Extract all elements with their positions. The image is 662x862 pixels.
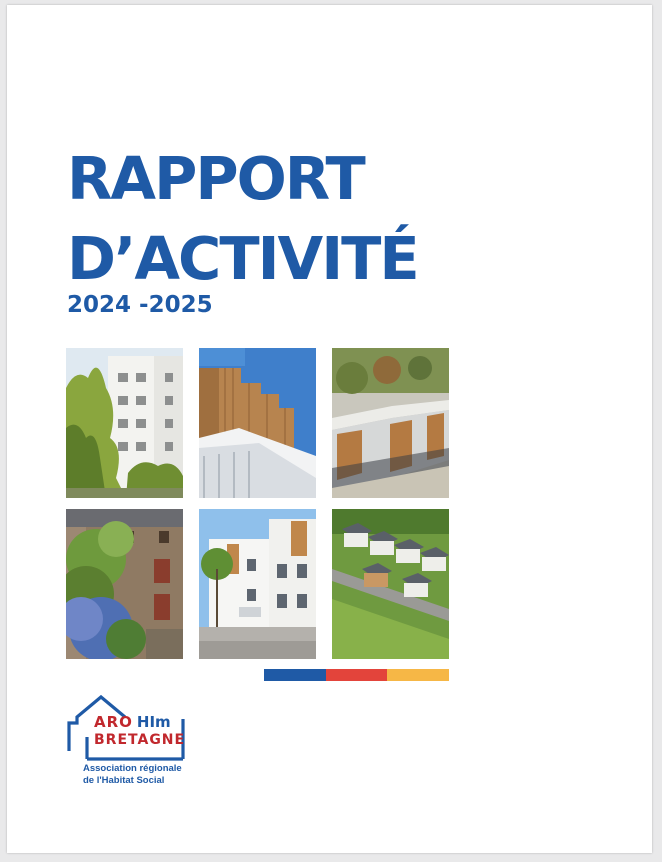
title-line-2: D’ACTIVITÉ (67, 224, 418, 293)
photo-white-apartment-building (66, 348, 183, 498)
photo-white-terraced-houses (199, 509, 316, 659)
title-line-1: RAPPORT (67, 144, 364, 213)
report-years: 2024 -2025 (67, 292, 213, 318)
photo-aerial-housing-estate (332, 509, 449, 659)
arohlm-logo (65, 693, 195, 793)
photo-stone-house (66, 509, 183, 659)
bar-blue (264, 669, 326, 681)
logo-name-bretagne: BRETAGNE (94, 732, 186, 748)
bar-red (326, 669, 388, 681)
photo-aerial-wood-building (332, 348, 449, 498)
photo-wooden-building (199, 348, 316, 498)
logo-subtitle-line1: Association régionale (83, 763, 182, 774)
logo-name-hlm: HIm (136, 713, 171, 731)
bar-yellow (387, 669, 449, 681)
tricolor-bar (264, 669, 449, 681)
report-cover (7, 5, 652, 853)
logo-name-line1 (94, 715, 171, 730)
logo-subtitle-line2: de l'Habitat Social (83, 775, 165, 786)
logo-name-aro: ARO (94, 713, 133, 731)
logo-subtitle (83, 763, 213, 787)
